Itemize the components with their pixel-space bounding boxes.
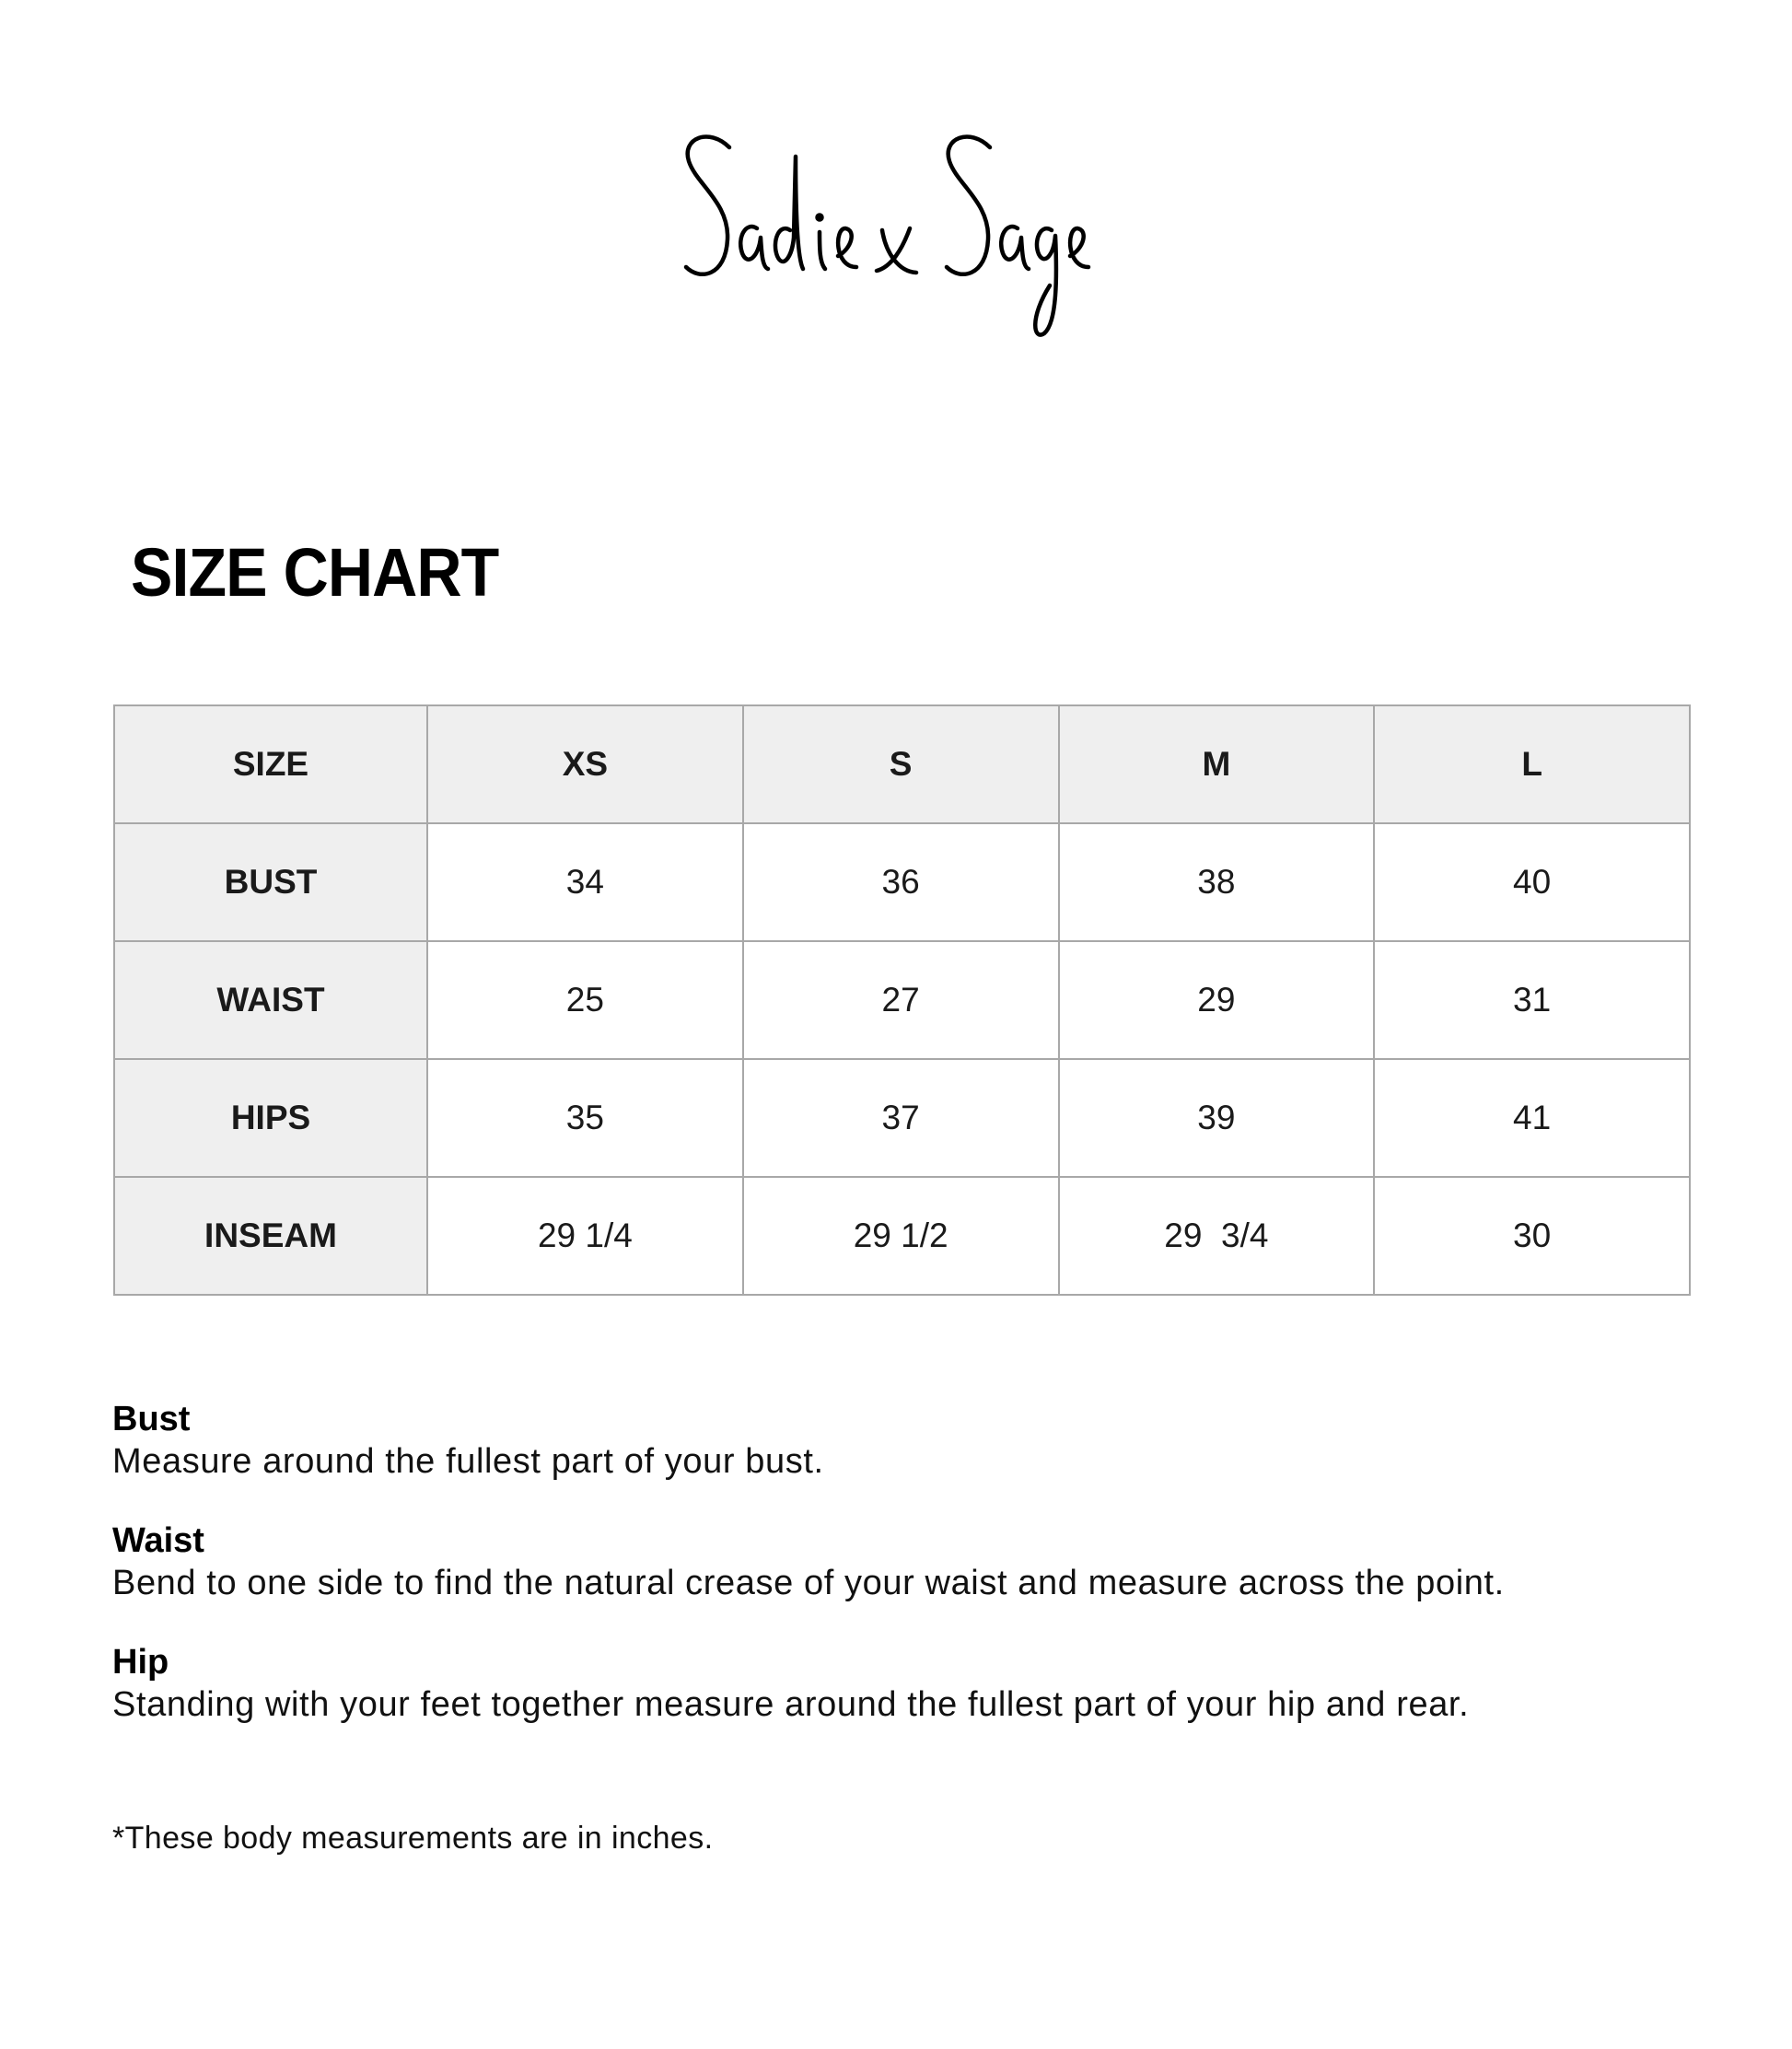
note-text-hip: Standing with your feet together measure around the fullest part of your hip and rear. bbox=[112, 1685, 1470, 1724]
table-cell: 39 bbox=[1059, 1059, 1375, 1177]
table-cell: 25 bbox=[427, 941, 743, 1059]
note-hip bbox=[112, 1641, 1733, 1726]
brand-logo-script bbox=[672, 120, 1114, 359]
page-title: SIZE CHART bbox=[131, 534, 499, 611]
note-text-bust: Measure around the fullest part of your bust. bbox=[112, 1442, 824, 1481]
size-chart-table bbox=[113, 704, 1691, 1296]
row-label-hips: HIPS bbox=[114, 1059, 427, 1177]
table-cell: 29 3/4 bbox=[1059, 1177, 1375, 1295]
table-row-hips bbox=[114, 1059, 1690, 1177]
footnote: *These body measurements are in inches. bbox=[112, 1821, 714, 1856]
note-title-waist: Waist bbox=[112, 1521, 204, 1560]
table-cell: 29 1/4 bbox=[427, 1177, 743, 1295]
table-cell: 31 bbox=[1374, 941, 1690, 1059]
table-cell: 36 bbox=[743, 823, 1059, 941]
table-row-waist bbox=[114, 941, 1690, 1059]
table-header-row bbox=[114, 705, 1690, 823]
note-text-waist: Bend to one side to find the natural crease of your waist and measure across the point. bbox=[112, 1564, 1505, 1602]
table-cell: 37 bbox=[743, 1059, 1059, 1177]
table-cell: 40 bbox=[1374, 823, 1690, 941]
brand-logo bbox=[672, 120, 1114, 359]
row-label-inseam: INSEAM bbox=[114, 1177, 427, 1295]
table-cell: 29 bbox=[1059, 941, 1375, 1059]
header-size-s: S bbox=[743, 705, 1059, 823]
table-cell: 38 bbox=[1059, 823, 1375, 941]
note-title-hip: Hip bbox=[112, 1643, 169, 1682]
header-size-l: L bbox=[1374, 705, 1690, 823]
table-cell: 30 bbox=[1374, 1177, 1690, 1295]
header-size-label: SIZE bbox=[114, 705, 427, 823]
note-bust bbox=[112, 1398, 1733, 1483]
table-cell: 34 bbox=[427, 823, 743, 941]
measurement-notes bbox=[112, 1398, 1733, 1763]
table-row-inseam bbox=[114, 1177, 1690, 1295]
table-cell: 29 1/2 bbox=[743, 1177, 1059, 1295]
table-cell: 41 bbox=[1374, 1059, 1690, 1177]
header-size-m: M bbox=[1059, 705, 1375, 823]
table-row-bust bbox=[114, 823, 1690, 941]
row-label-waist: WAIST bbox=[114, 941, 427, 1059]
header-size-xs: XS bbox=[427, 705, 743, 823]
table-cell: 27 bbox=[743, 941, 1059, 1059]
table-cell: 35 bbox=[427, 1059, 743, 1177]
row-label-bust: BUST bbox=[114, 823, 427, 941]
note-waist bbox=[112, 1519, 1733, 1604]
note-title-bust: Bust bbox=[112, 1400, 191, 1438]
